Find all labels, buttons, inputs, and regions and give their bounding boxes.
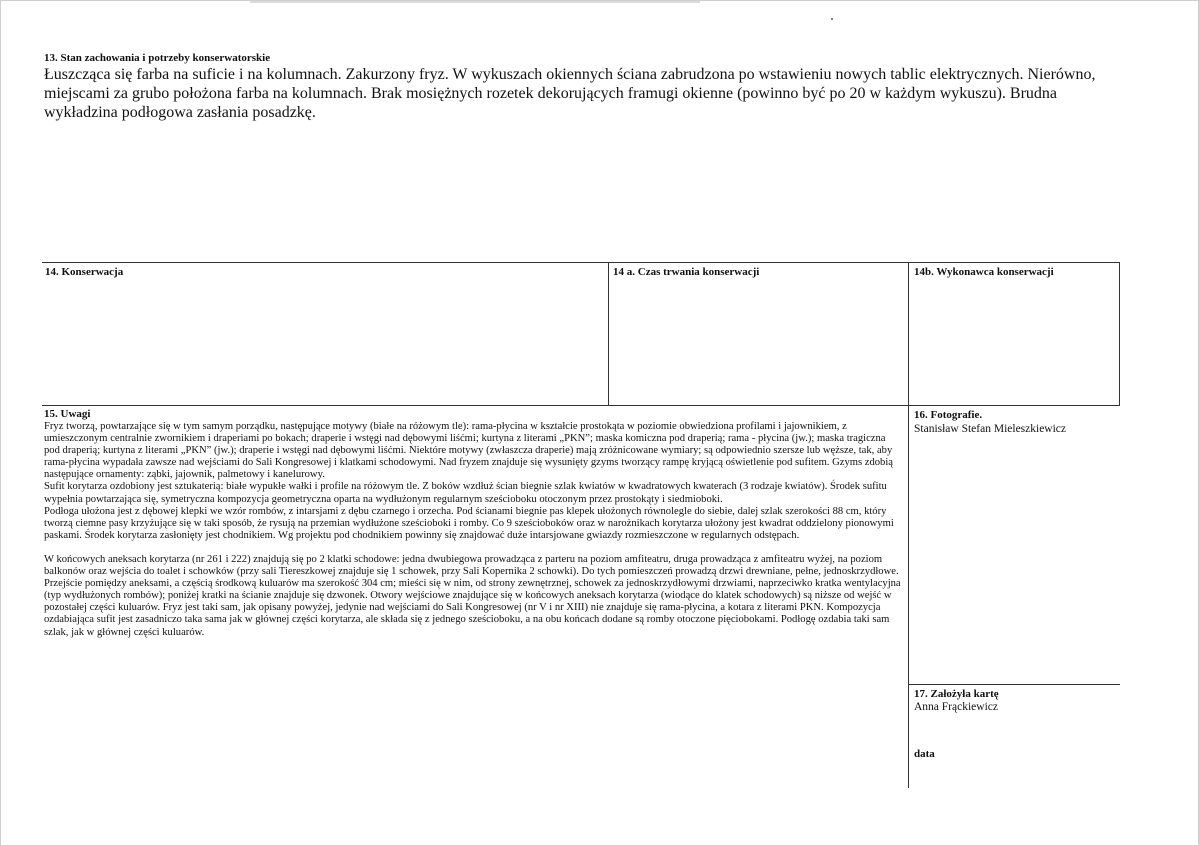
date-label: data	[914, 748, 935, 760]
section-14a-heading: 14 a. Czas trwania konserwacji	[613, 266, 760, 278]
table-middle-line	[42, 405, 1120, 406]
section-17-heading: 17. Założyła kartę	[914, 688, 999, 700]
section-16-heading: 16. Fotografie.	[914, 409, 983, 421]
section-13-heading: 13. Stan zachowania i potrzeby konserwatorskie	[44, 52, 271, 64]
scan-artifact-line	[250, 1, 700, 3]
remarks-paragraph: Fryz tworzą, powtarzające się w tym samym porządku, następujące motywy (białe na różowym tle): rama-płycina w kształcie prostokąta w poziomie obwiedziona profilami i jajownikiem, z umieszczonym centralnie zwornikiem i draperiami po bokach; draperie i wstęgi nad dębowymi liśćmi; kurtyna z literami „PKN”; maska komiczna pod draperią; rama - płycina (jw.); maska tragiczna pod draperią; kurtyna z literami „PKN” (jw.); draperie i wstęgi nad dębowymi liśćmi. Niektóre motywy (zwłaszcza draperie) mają zróżnicowane wymiary; są odpowiednio szersze lub węższe, tak, aby rama-płycina wypadała zawsze nad wejściami do Sali Kongresowej i klatkami schodowymi. Nad fryzem znajduje się wysunięty gzyms tworzący rampę kryjącą oświetlenie pod sufitem. Gzyms zdobią następujące ornamenty: ząbki, jajownik, palmetowy i kanelurowy.	[44, 421, 894, 481]
remarks-paragraph: Podłoga ułożona jest z dębowej klepki we wzór rombów, z intarsjami z dębu czarnego i orzecha. Pod ścianami biegnie pas klepek ułożonych równolegle do siebie, dalej szlak szerokości 88 cm, który tworzą ciemne pasy krzyżujące się w taki sposób, że rysują na przemian wydłużone sześcioboki i romby. Co 9 sześcioboków oraz w narożnikach korytarza ułożony jest kwadrat oddzielony pionowymi paskami. Środek korytarza zasłonięty jest chodnikiem. Wg projektu pod chodnikiem powinny się znajdować duże intarsjowane gwiazdy rozmieszczone w regularnych odstępach.	[44, 505, 894, 541]
section-15-text	[44, 421, 904, 639]
remarks-paragraph: Przejście pomiędzy aneksami, a częścią środkową kuluarów ma szerokość 304 cm; mieści się w nim, od strony zewnętrznej, schowek za jednoskrzydłowymi drzwiami, naprzeciwko kratka wentylacyjna (typ wydłużonych rombów); poniżej kratki na ścianie znajduje się dzwonek. Otwory wejściowe znajdujące się w końcowych aneksach korytarza (wiodące do klatek schodowych) są niższe od wejść w pozostałej części kuluarów. Fryz jest taki sam, jak opisany powyżej, jedynie nad wejściami do Sali Kongresowej (nr V i nr XIII) nie znajduje się rama-płycina, a kotara z literami PKN. Kompozycja ozdabiająca sufit jest zasadniczo taka sama jak w głównej części korytarza, ale składa się z jednego sześcioboku, a na obu końcach dodane są romby otoczone pięciobokami. Podłogę ozdabia taki sam szlak, jak w głównej części kuluarów.	[44, 578, 901, 638]
table-top-line	[42, 262, 1120, 263]
paragraph-gap	[44, 542, 904, 554]
divider-15-16	[908, 405, 909, 788]
table-right-border	[1119, 262, 1120, 405]
photographer-name: Stanisław Stefan Mieleszkiewicz	[914, 423, 1067, 435]
section-14-heading: 14. Konserwacja	[45, 266, 124, 278]
section-15-heading: 15. Uwagi	[44, 408, 91, 420]
scan-artifact-dot	[831, 18, 833, 20]
remarks-paragraph: Sufit korytarza ozdobiony jest sztukaterią: białe wypukłe wałki i profile na różowym tle. Z boków wzdłuż ścian biegnie szlak kwiatów w kwadratowych kwaterach (3 rodzaje kwiatów). Środek sufitu wypełnia powtarzająca się, symetryczna kompozycja geometryczna oparta na wydłużonym regularnym sześcioboku otoczonym przez prostokąty i siedmioboki.	[44, 481, 887, 505]
card-author-name: Anna Frąckiewicz	[914, 701, 998, 713]
divider-14-14a	[608, 262, 609, 405]
section-14b-heading: 14b. Wykonawca konserwacji	[914, 266, 1054, 278]
remarks-paragraph: W końcowych aneksach korytarza (nr 261 i 222) znajdują się po 2 klatki schodowe: jedna dwubiegowa prowadząca z parteru na poziom amfiteatru, druga prowadząca z amfiteatru wyżej, na poziom balkonów oraz wejścia do toalet i schowków (przy sali Tiereszkowej znajduje się 1 schowek, przy Sali Kopernika 2 schowki). Do tych pomieszczeń prowadzą drzwi drewniane, pełne, jednoskrzydłowe.	[44, 553, 899, 578]
divider-14a-14b	[908, 262, 909, 405]
section-17-top-line	[908, 684, 1120, 685]
section-13-text: Łuszcząca się farba na suficie i na kolumnach. Zakurzony fryz. W wykuszach okiennych ściana zabrudzona po wstawieniu nowych tablic elektrycznych. Nierówno, miejscami za grubo położona farba na kolumnach. Brak mosiężnych rozetek dekorujących framugi okienne (powinno być po 20 w każdym wykuszu). Brudna wykładzina podłogowa zasłania posadzkę.	[44, 66, 1096, 121]
